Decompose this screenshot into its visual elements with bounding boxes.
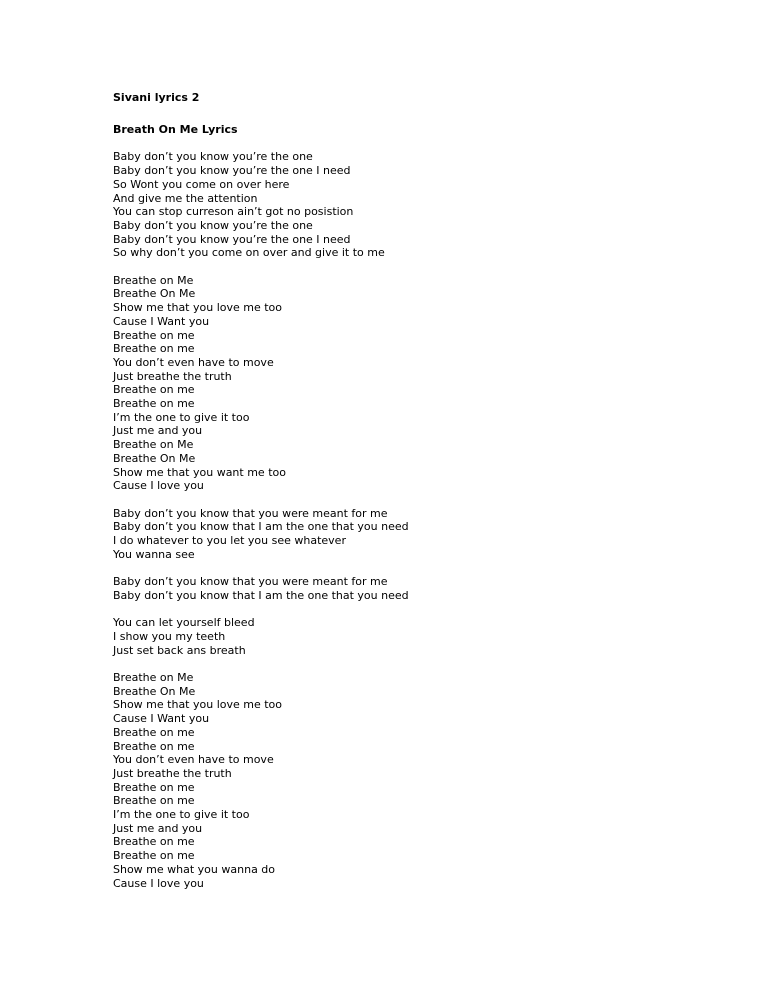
lyric-line: Cause I love you <box>113 479 204 493</box>
lyric-line: Cause I Want you <box>113 712 210 726</box>
lyric-line: You don’t even have to move <box>113 753 274 767</box>
lyric-line: Breathe on Me <box>113 273 194 287</box>
stanza-verse-1 <box>113 150 713 260</box>
lyric-line: Breathe on me <box>113 794 195 808</box>
lyric-line: So Wont you come on over here <box>113 177 290 191</box>
song-title: Breath On Me Lyrics <box>113 122 238 136</box>
lyric-line: You don’t even have to move <box>113 355 274 369</box>
stanza-chorus-2 <box>113 671 713 890</box>
lyric-line: You can stop curreson ain’t got no posistion <box>113 205 354 219</box>
lyric-line: Baby don’t you know that I am the one that you need <box>113 520 409 534</box>
lyric-line: Breathe on Me <box>113 671 194 685</box>
document-body <box>113 91 713 904</box>
stanza-bridge <box>113 616 713 657</box>
lyric-line: So why don’t you come on over and give it to me <box>113 246 385 260</box>
lyric-line: I’m the one to give it too <box>113 808 250 822</box>
lyric-line: Breathe on me <box>113 328 195 342</box>
lyric-line: Show me that you love me too <box>113 698 283 712</box>
lyric-line: Breathe on me <box>113 383 195 397</box>
lyric-line: I do whatever to you let you see whatever <box>113 534 346 548</box>
lyric-line: You wanna see <box>113 547 195 561</box>
lyric-line: Show me that you want me too <box>113 465 286 479</box>
lyric-line: Breathe on me <box>113 849 195 863</box>
lyric-line: Baby don’t you know you’re the one I need <box>113 232 351 246</box>
lyric-line: Breathe on me <box>113 739 195 753</box>
lyric-line: Cause I Want you <box>113 314 210 328</box>
document-title: Sivani lyrics 2 <box>113 91 200 104</box>
lyric-line: Show me that you love me too <box>113 301 283 315</box>
stanza-verse-3 <box>113 575 713 602</box>
lyric-line: Baby don’t you know that I am the one that you need <box>113 588 409 602</box>
lyric-line: Breathe on me <box>113 835 195 849</box>
lyric-line: Breathe on me <box>113 780 195 794</box>
lyric-line: Just set back ans breath <box>113 643 246 657</box>
lyric-line: Breathe On Me <box>113 287 196 301</box>
lyric-line: Breathe on me <box>113 725 195 739</box>
lyric-line: And give me the attention <box>113 191 258 205</box>
stanza-chorus-1 <box>113 274 713 493</box>
lyric-line: Breathe on Me <box>113 438 194 452</box>
stanza-verse-2 <box>113 507 713 562</box>
lyric-line: Breathe on me <box>113 397 195 411</box>
lyric-line: Cause I love you <box>113 876 204 890</box>
lyric-line: Breathe On Me <box>113 684 196 698</box>
lyric-line: Breathe on me <box>113 342 195 356</box>
lyric-line: Show me what you wanna do <box>113 862 276 876</box>
lyric-line: Just me and you <box>113 424 203 438</box>
lyric-line: Breathe On Me <box>113 451 196 465</box>
lyric-line: Baby don’t you know that you were meant for me <box>113 575 388 589</box>
lyric-line: Just breathe the truth <box>113 369 232 383</box>
lyric-line: I show you my teeth <box>113 629 226 643</box>
lyric-line: Baby don’t you know you’re the one <box>113 218 313 232</box>
lyric-line: Baby don’t you know that you were meant for me <box>113 506 388 520</box>
lyric-line: You can let yourself bleed <box>113 616 255 630</box>
lyric-line: Just me and you <box>113 821 203 835</box>
lyric-line: I’m the one to give it too <box>113 410 250 424</box>
lyric-line: Just breathe the truth <box>113 766 232 780</box>
lyric-line: Baby don’t you know you’re the one <box>113 150 313 164</box>
lyric-line: Baby don’t you know you’re the one I need <box>113 164 351 178</box>
